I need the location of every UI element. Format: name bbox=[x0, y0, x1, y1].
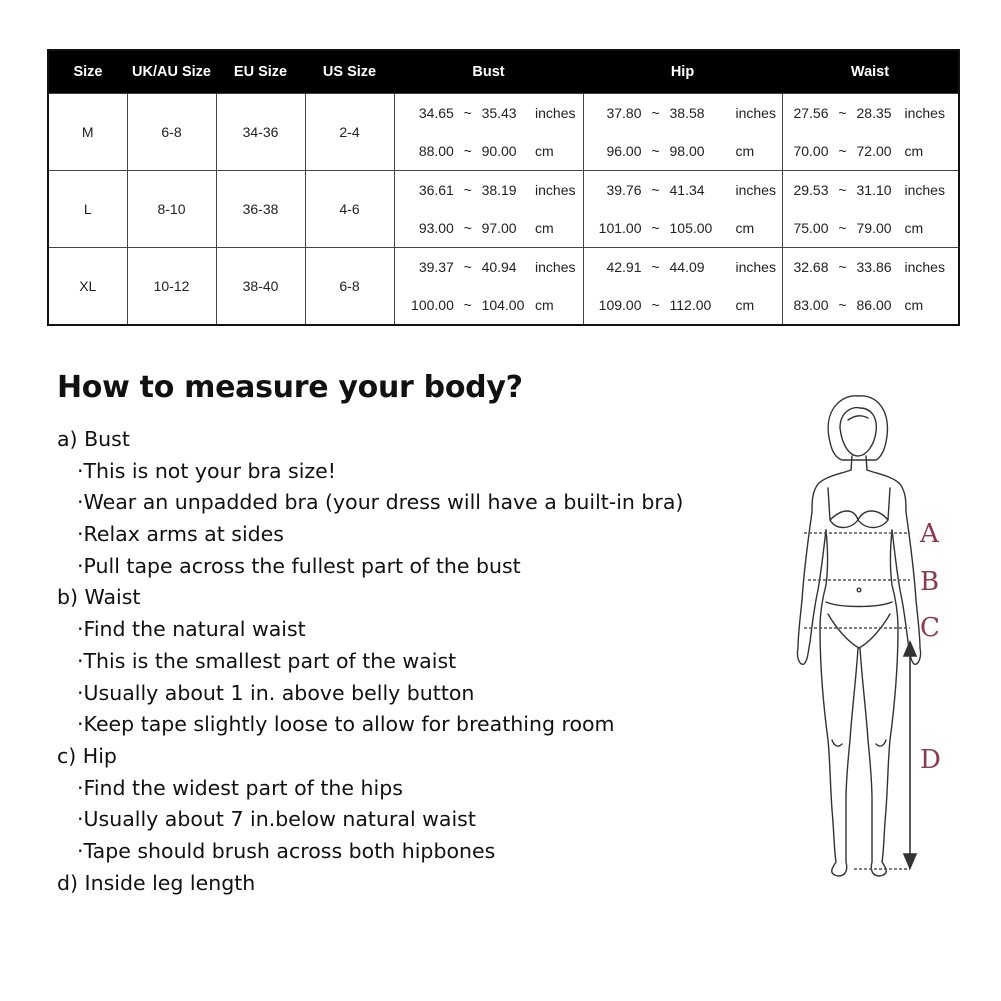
section-heading: a) Bust bbox=[57, 427, 130, 451]
range-tilde: ~ bbox=[463, 142, 472, 159]
waist-range bbox=[783, 171, 959, 209]
waist-range bbox=[783, 209, 959, 247]
hip-min: 39.76 bbox=[606, 181, 642, 198]
header-us-size: US Size bbox=[305, 50, 394, 93]
range-tilde: ~ bbox=[838, 219, 847, 236]
waist-cell bbox=[782, 247, 959, 325]
instruction-item: ·Find the widest part of the hips bbox=[77, 775, 403, 800]
range-tilde: ~ bbox=[651, 142, 660, 159]
bust-range bbox=[395, 171, 583, 209]
bust-range bbox=[395, 248, 583, 286]
eu-cell: 36-38 bbox=[216, 170, 305, 247]
hip-unit: cm bbox=[735, 219, 755, 236]
hip-min: 37.80 bbox=[606, 104, 642, 121]
bust-range bbox=[395, 286, 583, 324]
range-tilde: ~ bbox=[651, 219, 660, 236]
header-bust: Bust bbox=[394, 50, 583, 93]
size-cell: M bbox=[48, 93, 127, 170]
range-tilde: ~ bbox=[651, 104, 660, 121]
instruction-item: ·Keep tape slightly loose to allow for breathing room bbox=[77, 712, 615, 737]
right-leg-outline bbox=[860, 628, 898, 876]
uk-au-cell: 8-10 bbox=[127, 170, 216, 247]
torso-outline bbox=[812, 470, 906, 512]
bust-min: 88.00 bbox=[418, 142, 454, 159]
range-tilde: ~ bbox=[463, 219, 472, 236]
us-cell: 2-4 bbox=[305, 93, 394, 170]
waist-min: 70.00 bbox=[793, 142, 829, 159]
uk-au-cell: 10-12 bbox=[127, 247, 216, 325]
bra-outline bbox=[828, 488, 890, 528]
bust-cell bbox=[394, 247, 583, 325]
range-tilde: ~ bbox=[838, 142, 847, 159]
waist-max: 31.10 bbox=[856, 181, 892, 198]
hip-range bbox=[584, 132, 782, 170]
bust-unit: inches bbox=[535, 104, 576, 121]
range-tilde: ~ bbox=[838, 296, 847, 313]
neck-outline bbox=[851, 456, 867, 470]
range-tilde: ~ bbox=[838, 181, 847, 198]
hip-unit: inches bbox=[735, 104, 776, 121]
hip-unit: cm bbox=[735, 296, 755, 313]
range-tilde: ~ bbox=[463, 181, 472, 198]
range-tilde: ~ bbox=[463, 296, 472, 313]
bust-min: 34.65 bbox=[418, 104, 454, 121]
waist-unit: cm bbox=[904, 219, 924, 236]
waist-max: 79.00 bbox=[856, 219, 892, 236]
bust-min: 100.00 bbox=[411, 296, 454, 313]
bust-max: 35.43 bbox=[481, 104, 517, 121]
hip-range bbox=[584, 171, 782, 209]
instruction-item: ·Usually about 1 in. above belly button bbox=[77, 680, 475, 705]
bust-max: 90.00 bbox=[481, 142, 517, 159]
label-b: B bbox=[920, 567, 940, 597]
hip-unit: cm bbox=[735, 142, 755, 159]
range-tilde: ~ bbox=[838, 104, 847, 121]
left-arm-outline bbox=[797, 512, 826, 664]
instruction-item: ·This is the smallest part of the waist bbox=[77, 648, 457, 673]
range-tilde: ~ bbox=[838, 258, 847, 275]
bust-cell bbox=[394, 93, 583, 170]
range-tilde: ~ bbox=[651, 258, 660, 275]
waist-unit: inches bbox=[904, 104, 945, 121]
us-cell: 6-8 bbox=[305, 247, 394, 325]
waist-max: 28.35 bbox=[856, 104, 892, 121]
bust-range bbox=[395, 132, 583, 170]
body-measurement-figure bbox=[770, 380, 970, 910]
label-d: D bbox=[920, 745, 941, 775]
bust-max: 40.94 bbox=[481, 258, 517, 275]
bust-min: 39.37 bbox=[418, 258, 454, 275]
right-arm-outline bbox=[892, 512, 921, 664]
waist-unit: inches bbox=[904, 181, 945, 198]
header-waist: Waist bbox=[782, 50, 959, 93]
hair-outline bbox=[828, 396, 887, 460]
instruction-item: ·Find the natural waist bbox=[77, 617, 306, 642]
bust-max: 104.00 bbox=[481, 296, 525, 313]
table-row bbox=[48, 170, 959, 247]
waist-range bbox=[783, 248, 959, 286]
hip-max: 105.00 bbox=[669, 219, 713, 236]
bust-range bbox=[395, 94, 583, 132]
header-size: Size bbox=[48, 50, 127, 93]
waist-range bbox=[783, 132, 959, 170]
bust-cell bbox=[394, 170, 583, 247]
size-cell: XL bbox=[48, 247, 127, 325]
hip-cell bbox=[583, 247, 782, 325]
guide-title: How to measure your body? bbox=[57, 370, 523, 405]
header-hip: Hip bbox=[583, 50, 782, 93]
hip-range bbox=[584, 209, 782, 247]
measurement-instructions bbox=[57, 424, 757, 899]
waist-range bbox=[783, 94, 959, 132]
bust-min: 36.61 bbox=[418, 181, 454, 198]
range-tilde: ~ bbox=[651, 181, 660, 198]
hip-min: 96.00 bbox=[606, 142, 642, 159]
uk-au-cell: 6-8 bbox=[127, 93, 216, 170]
range-tilde: ~ bbox=[463, 104, 472, 121]
waist-max: 33.86 bbox=[856, 258, 892, 275]
section-heading: b) Waist bbox=[57, 585, 141, 610]
waist-min: 27.56 bbox=[793, 104, 829, 121]
waist-min: 29.53 bbox=[793, 181, 829, 198]
hip-cell bbox=[583, 93, 782, 170]
size-chart-table bbox=[47, 49, 960, 326]
face-outline bbox=[840, 408, 876, 456]
header-uk-au-size: UK/AU Size bbox=[127, 50, 216, 93]
hip-min: 42.91 bbox=[606, 258, 642, 275]
hip-max: 38.58 bbox=[669, 104, 705, 121]
us-cell: 4-6 bbox=[305, 170, 394, 247]
label-c: C bbox=[920, 613, 940, 643]
hip-min: 101.00 bbox=[598, 219, 642, 236]
instruction-item: ·Tape should brush across both hipbones bbox=[77, 838, 496, 863]
bust-max: 97.00 bbox=[481, 219, 517, 236]
hip-range bbox=[584, 248, 782, 286]
bust-unit: cm bbox=[535, 219, 554, 236]
section-heading: d) Inside leg length bbox=[57, 870, 256, 895]
briefs-outline bbox=[826, 602, 892, 648]
waist-max: 72.00 bbox=[856, 142, 892, 159]
waist-cell bbox=[782, 170, 959, 247]
waist-range bbox=[783, 286, 959, 324]
size-cell: L bbox=[48, 170, 127, 247]
range-tilde: ~ bbox=[651, 296, 660, 313]
waist-unit: cm bbox=[904, 296, 924, 313]
hip-max: 41.34 bbox=[669, 181, 705, 198]
range-tilde: ~ bbox=[463, 258, 472, 275]
instruction-item: ·This is not your bra size! bbox=[77, 458, 337, 483]
left-leg-outline bbox=[820, 628, 858, 876]
waist-min: 83.00 bbox=[793, 296, 829, 313]
waist-unit: inches bbox=[904, 258, 945, 275]
bust-unit: cm bbox=[535, 142, 554, 159]
waist-min: 32.68 bbox=[793, 258, 829, 275]
label-a: A bbox=[920, 519, 939, 549]
hip-max: 98.00 bbox=[669, 142, 705, 159]
hip-max: 112.00 bbox=[669, 296, 712, 313]
hip-min: 109.00 bbox=[598, 296, 642, 313]
waist-max: 86.00 bbox=[856, 296, 892, 313]
waist-unit: cm bbox=[904, 142, 924, 159]
hip-max: 44.09 bbox=[669, 258, 705, 275]
eu-cell: 38-40 bbox=[216, 247, 305, 325]
instruction-item: ·Usually about 7 in.below natural waist bbox=[77, 807, 476, 832]
bust-unit: inches bbox=[535, 181, 576, 198]
header-eu-size: EU Size bbox=[216, 50, 305, 93]
bust-unit: inches bbox=[535, 258, 576, 275]
bust-unit: cm bbox=[535, 296, 554, 313]
hip-range bbox=[584, 94, 782, 132]
table-row bbox=[48, 93, 959, 170]
instruction-item: ·Wear an unpadded bra (your dress will have a built-in bra) bbox=[77, 490, 684, 515]
section-heading: c) Hip bbox=[57, 743, 117, 768]
table-header-row bbox=[48, 50, 959, 93]
hip-unit: inches bbox=[735, 258, 776, 275]
instruction-item: ·Relax arms at sides bbox=[77, 522, 284, 547]
table-row bbox=[48, 247, 959, 325]
hip-unit: inches bbox=[735, 181, 776, 198]
waist-cell bbox=[782, 93, 959, 170]
hip-cell bbox=[583, 170, 782, 247]
bust-range bbox=[395, 209, 583, 247]
bust-min: 93.00 bbox=[418, 219, 454, 236]
bust-max: 38.19 bbox=[481, 181, 517, 198]
eu-cell: 34-36 bbox=[216, 93, 305, 170]
instruction-item: ·Pull tape across the fullest part of the bust bbox=[77, 553, 521, 578]
waist-min: 75.00 bbox=[793, 219, 829, 236]
hip-range bbox=[584, 286, 782, 324]
